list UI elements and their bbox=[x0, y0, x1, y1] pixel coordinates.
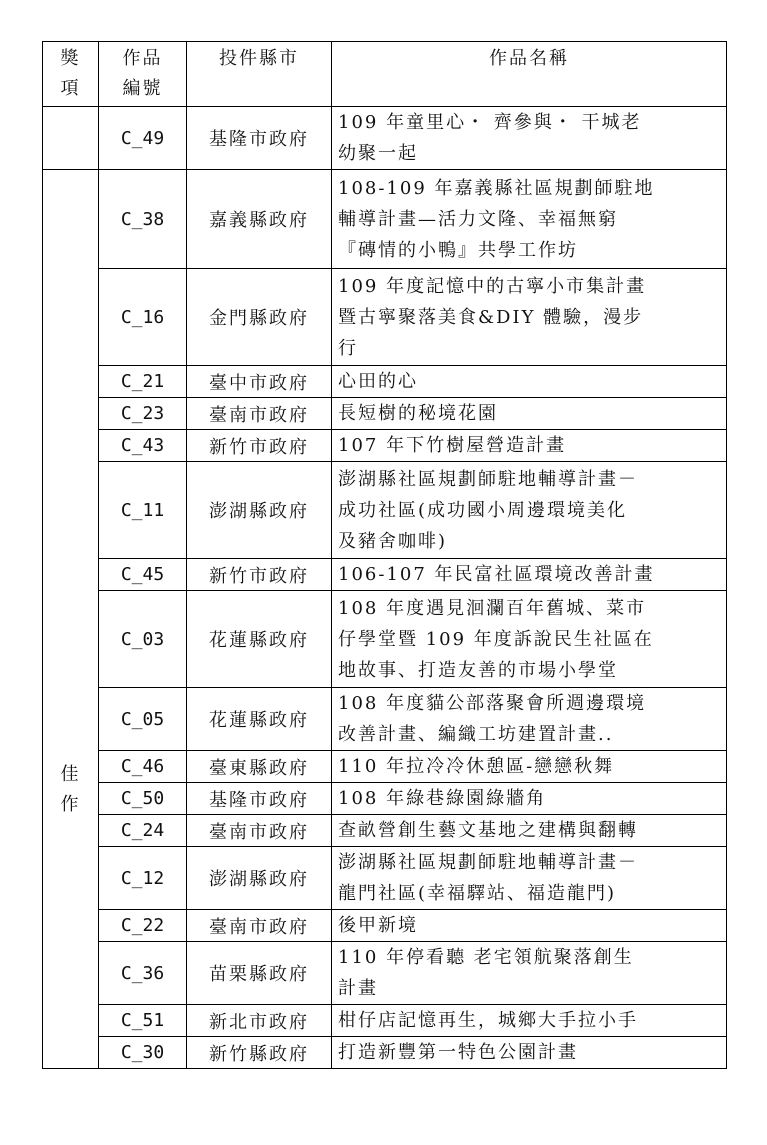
entry-name bbox=[332, 1005, 727, 1037]
entry-name-line: 計畫 bbox=[338, 978, 378, 999]
table-row bbox=[43, 688, 727, 751]
entry-id: C_16 bbox=[99, 269, 187, 366]
entry-id: C_12 bbox=[99, 847, 187, 910]
entry-county: 臺中市政府 bbox=[187, 366, 332, 398]
header-county: 投件縣市 bbox=[187, 42, 332, 107]
entry-county: 新竹市政府 bbox=[187, 430, 332, 462]
header-id-line-2: 編號 bbox=[122, 78, 163, 99]
entry-name-line: 110 年拉冷冷休憩區-戀戀秋舞 bbox=[338, 756, 615, 777]
entry-id: C_46 bbox=[99, 751, 187, 783]
entry-name-line: 長短樹的秘境花園 bbox=[338, 403, 498, 424]
table-row bbox=[43, 170, 727, 269]
entry-id: C_50 bbox=[99, 783, 187, 815]
entry-name bbox=[332, 847, 727, 910]
entry-id: C_36 bbox=[99, 942, 187, 1005]
header-id-line-1: 作品 bbox=[122, 48, 163, 69]
entry-name-line: 暨古寧聚落美食&DIY 體驗，漫步 bbox=[338, 306, 644, 328]
entry-name-line: 『磚情的小鴨』共學工作坊 bbox=[338, 239, 578, 261]
entry-county: 新北市政府 bbox=[187, 1005, 332, 1037]
entry-name-line: 行 bbox=[338, 337, 358, 359]
table-row bbox=[43, 559, 727, 591]
entry-name-line: 110 年停看聽 老宅領航聚落創生 bbox=[338, 947, 634, 968]
entry-name bbox=[332, 462, 727, 559]
table-row bbox=[43, 910, 727, 942]
entry-name bbox=[332, 430, 727, 462]
entry-name bbox=[332, 751, 727, 783]
entry-county: 臺南市政府 bbox=[187, 815, 332, 847]
table-row bbox=[43, 1005, 727, 1037]
entry-id: C_51 bbox=[99, 1005, 187, 1037]
entry-name-line: 仔學堂暨 109 年度訴說民生社區在 bbox=[338, 628, 654, 650]
entry-name bbox=[332, 107, 727, 170]
entry-id: C_21 bbox=[99, 366, 187, 398]
header-award-line-2: 項 bbox=[60, 78, 81, 99]
entry-county: 苗栗縣政府 bbox=[187, 942, 332, 1005]
entry-county: 臺南市政府 bbox=[187, 398, 332, 430]
entry-name-line: 心田的心 bbox=[338, 371, 418, 392]
entry-county: 臺東縣政府 bbox=[187, 751, 332, 783]
award-cell bbox=[43, 170, 99, 1069]
table-row bbox=[43, 591, 727, 688]
entry-name bbox=[332, 170, 727, 269]
entry-name-line: 109 年度記憶中的古寧小市集計畫 bbox=[338, 275, 647, 297]
entry-name-line: 改善計畫、編織工坊建置計畫.. bbox=[338, 724, 614, 745]
entry-county: 嘉義縣政府 bbox=[187, 170, 332, 269]
header-name: 作品名稱 bbox=[332, 42, 727, 107]
entry-name bbox=[332, 688, 727, 751]
entry-county: 金門縣政府 bbox=[187, 269, 332, 366]
entry-id: C_43 bbox=[99, 430, 187, 462]
entry-id: C_23 bbox=[99, 398, 187, 430]
header-row bbox=[43, 42, 727, 107]
entry-name-line: 龍門社區(幸福驛站、福造龍門) bbox=[338, 883, 617, 904]
entry-name-line: 打造新豐第一特色公園計畫 bbox=[338, 1042, 578, 1063]
entry-name-line: 106-107 年民富社區環境改善計畫 bbox=[338, 564, 655, 585]
entry-name-line: 107 年下竹樹屋營造計畫 bbox=[338, 435, 567, 456]
entry-name-line: 澎湖縣社區規劃師駐地輔導計畫－ bbox=[338, 852, 638, 873]
entry-name bbox=[332, 591, 727, 688]
entry-county: 花蓮縣政府 bbox=[187, 591, 332, 688]
entry-name-line: 幼聚一起 bbox=[338, 143, 418, 164]
entry-id: C_38 bbox=[99, 170, 187, 269]
table-row bbox=[43, 847, 727, 910]
entry-name-line: 輔導計畫—活力文隆、幸福無窮 bbox=[338, 208, 618, 230]
award-label-line: 佳 bbox=[60, 764, 81, 785]
entry-name bbox=[332, 559, 727, 591]
entry-county: 花蓮縣政府 bbox=[187, 688, 332, 751]
entry-id: C_45 bbox=[99, 559, 187, 591]
entry-county: 澎湖縣政府 bbox=[187, 847, 332, 910]
entry-id: C_11 bbox=[99, 462, 187, 559]
entry-name bbox=[332, 1037, 727, 1069]
entry-name-line: 成功社區(成功國小周邊環境美化 bbox=[338, 499, 628, 521]
entry-name-line: 後甲新境 bbox=[338, 915, 418, 936]
entry-county: 基隆市政府 bbox=[187, 783, 332, 815]
entry-name-line: 109 年童里心・ 齊參與・ 干城老 bbox=[338, 112, 642, 133]
entry-name-line: 108-109 年嘉義縣社區規劃師駐地 bbox=[338, 177, 655, 199]
entry-county: 臺南市政府 bbox=[187, 910, 332, 942]
table-row bbox=[43, 783, 727, 815]
entry-id: C_03 bbox=[99, 591, 187, 688]
header-award bbox=[43, 42, 99, 107]
entry-id: C_05 bbox=[99, 688, 187, 751]
entry-name bbox=[332, 815, 727, 847]
entry-name-line: 108 年度遇見洄瀾百年舊城、菜市 bbox=[338, 597, 647, 619]
entry-id: C_24 bbox=[99, 815, 187, 847]
entry-county: 澎湖縣政府 bbox=[187, 462, 332, 559]
table-row bbox=[43, 815, 727, 847]
entry-id: C_49 bbox=[99, 107, 187, 170]
table-row bbox=[43, 462, 727, 559]
award-cell-empty bbox=[43, 107, 99, 170]
entry-county: 新竹市政府 bbox=[187, 559, 332, 591]
table-row bbox=[43, 430, 727, 462]
entry-name-line: 108 年度貓公部落聚會所週邊環境 bbox=[338, 693, 647, 714]
awards-table bbox=[42, 41, 727, 1069]
entry-name bbox=[332, 269, 727, 366]
entry-name-line: 及豬舍咖啡) bbox=[338, 530, 448, 552]
header-id bbox=[99, 42, 187, 107]
entry-name bbox=[332, 366, 727, 398]
entry-name bbox=[332, 910, 727, 942]
table-row bbox=[43, 398, 727, 430]
entry-name bbox=[332, 783, 727, 815]
entry-name bbox=[332, 398, 727, 430]
entry-county: 基隆市政府 bbox=[187, 107, 332, 170]
header-award-line-1: 獎 bbox=[60, 48, 81, 69]
table-row bbox=[43, 942, 727, 1005]
entry-name-line: 柑仔店記憶再生，城鄉大手拉小手 bbox=[338, 1010, 638, 1031]
table-row bbox=[43, 751, 727, 783]
table-row bbox=[43, 366, 727, 398]
table-row bbox=[43, 269, 727, 366]
entry-name-line: 查畝營創生藝文基地之建構與翻轉 bbox=[338, 820, 638, 841]
entry-name-line: 澎湖縣社區規劃師駐地輔導計畫－ bbox=[338, 468, 638, 490]
entry-name-line: 108 年綠巷綠園綠牆角 bbox=[338, 788, 547, 809]
entry-id: C_22 bbox=[99, 910, 187, 942]
entry-county: 新竹縣政府 bbox=[187, 1037, 332, 1069]
entry-name-line: 地故事、打造友善的市場小學堂 bbox=[338, 659, 618, 681]
entry-name bbox=[332, 942, 727, 1005]
entry-id: C_30 bbox=[99, 1037, 187, 1069]
table-row bbox=[43, 1037, 727, 1069]
table-row bbox=[43, 107, 727, 170]
award-label-line: 作 bbox=[60, 794, 81, 815]
